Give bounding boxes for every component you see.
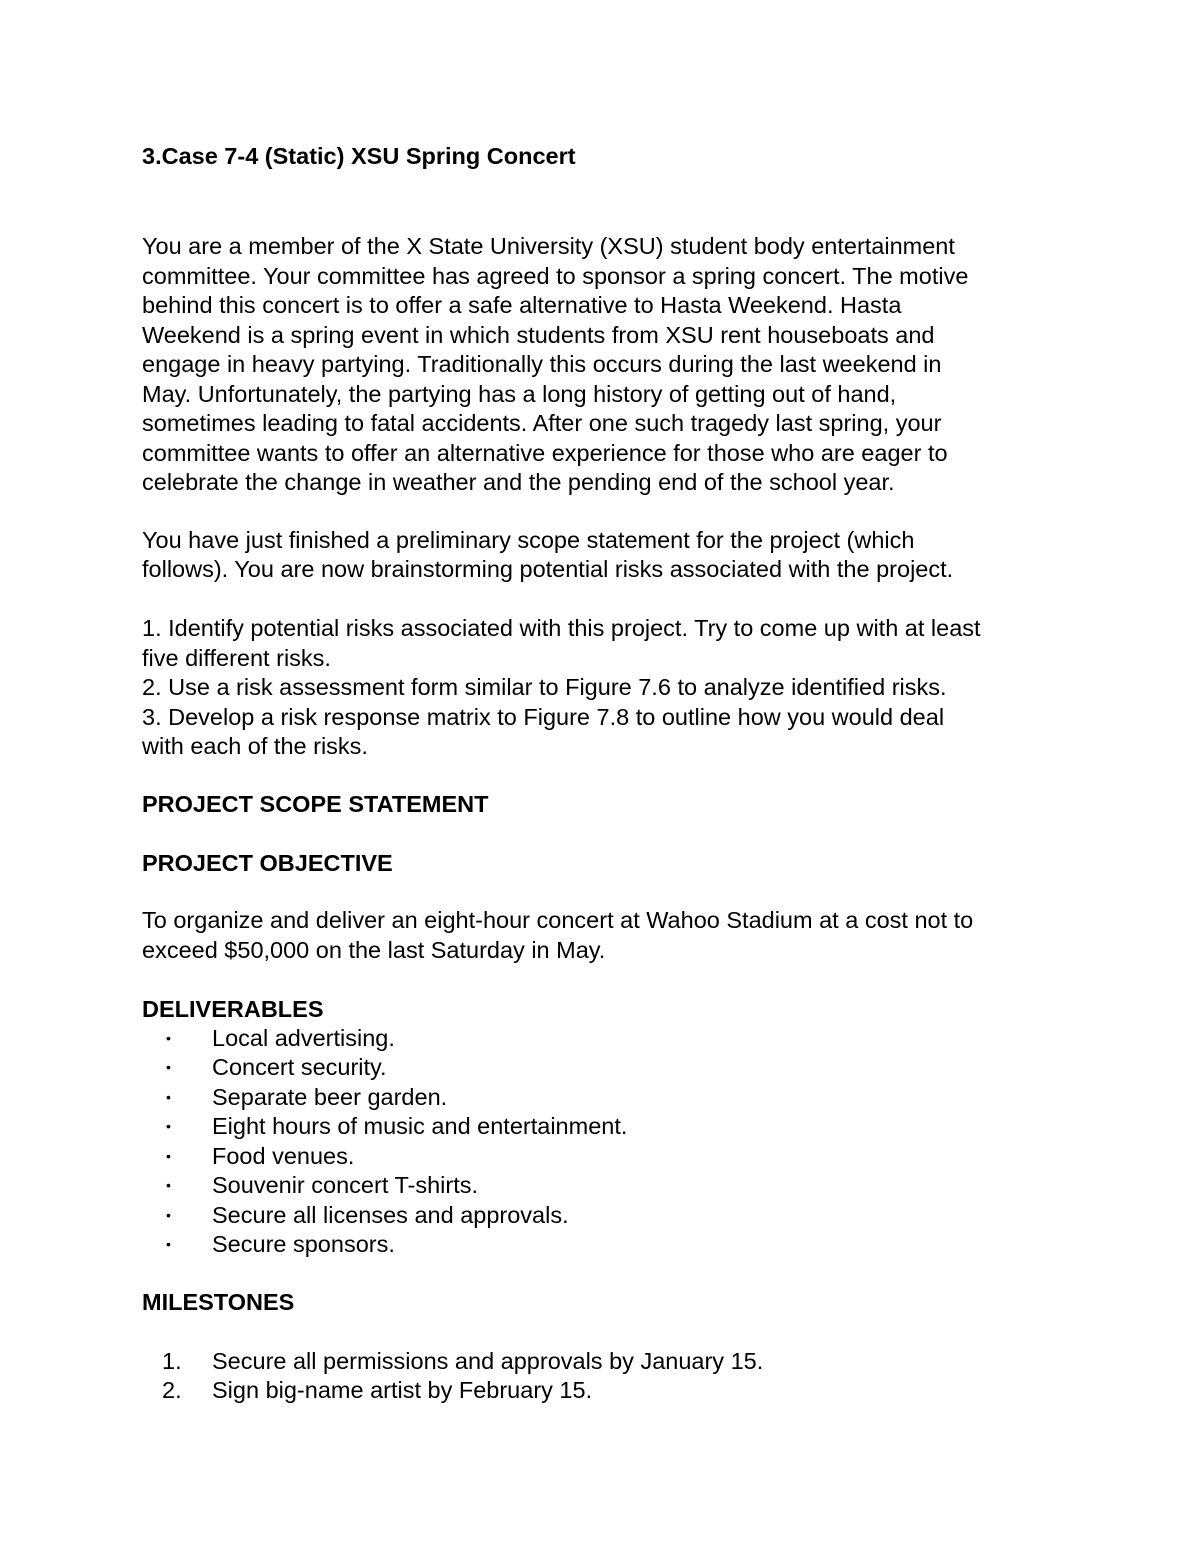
question-line: 1. Identify potential risks associated with this project. Try to come up with at least <box>142 615 981 641</box>
intro-line: Weekend is a spring event in which students from XSU rent houseboats and <box>142 322 935 348</box>
milestones-heading: MILESTONES <box>142 1289 295 1315</box>
brainstorm-line: follows). You are now brainstorming potential risks associated with the project. <box>142 556 954 582</box>
objective-line: To organize and deliver an eight-hour concert at Wahoo Stadium at a cost not to <box>142 907 974 933</box>
bullet-icon: • <box>166 1089 171 1105</box>
intro-line: behind this concert is to offer a safe alternative to Hasta Weekend. Hasta <box>142 292 902 318</box>
objective-line: exceed $50,000 on the last Saturday in May. <box>142 937 606 963</box>
case-title: 3.Case 7-4 (Static) XSU Spring Concert <box>142 143 576 169</box>
question-line: with each of the risks. <box>142 733 368 759</box>
deliverable-text: Concert security. <box>212 1054 387 1080</box>
brainstorm-line: You have just finished a preliminary scope statement for the project (which <box>142 527 915 553</box>
scope-heading: PROJECT SCOPE STATEMENT <box>142 791 489 817</box>
bullet-icon: • <box>166 1118 171 1134</box>
question-line: 2. Use a risk assessment form similar to Figure 7.6 to analyze identified risks. <box>142 674 947 700</box>
bullet-icon: • <box>166 1207 171 1223</box>
deliverable-text: Secure all licenses and approvals. <box>212 1202 569 1228</box>
bullet-icon: • <box>166 1177 171 1193</box>
milestone-number: 1. <box>162 1348 182 1374</box>
bullet-icon: • <box>166 1059 171 1075</box>
bullet-icon: • <box>166 1236 171 1252</box>
bullet-icon: • <box>166 1030 171 1046</box>
milestone-text: Sign big-name artist by February 15. <box>212 1377 593 1403</box>
question-line: 3. Develop a risk response matrix to Figure 7.8 to outline how you would deal <box>142 704 945 730</box>
bullet-icon: • <box>166 1148 171 1164</box>
deliverable-text: Eight hours of music and entertainment. <box>212 1113 628 1139</box>
intro-line: committee. Your committee has agreed to sponsor a spring concert. The motive <box>142 263 969 289</box>
milestone-number: 2. <box>162 1377 182 1403</box>
deliverable-text: Food venues. <box>212 1143 355 1169</box>
milestone-text: Secure all permissions and approvals by January 15. <box>212 1348 764 1374</box>
deliverables-heading: DELIVERABLES <box>142 996 324 1022</box>
objective-heading: PROJECT OBJECTIVE <box>142 850 393 876</box>
intro-line: committee wants to offer an alternative experience for those who are eager to <box>142 440 948 466</box>
intro-line: sometimes leading to fatal accidents. After one such tragedy last spring, your <box>142 410 942 436</box>
intro-line: May. Unfortunately, the partying has a long history of getting out of hand, <box>142 381 897 407</box>
deliverable-text: Souvenir concert T-shirts. <box>212 1172 479 1198</box>
intro-line: engage in heavy partying. Traditionally this occurs during the last weekend in <box>142 351 942 377</box>
deliverable-text: Local advertising. <box>212 1025 395 1051</box>
intro-line: You are a member of the X State University (XSU) student body entertainment <box>142 233 955 259</box>
question-line: five different risks. <box>142 645 331 671</box>
deliverable-text: Secure sponsors. <box>212 1231 395 1257</box>
deliverable-text: Separate beer garden. <box>212 1084 448 1110</box>
intro-line: celebrate the change in weather and the pending end of the school year. <box>142 469 895 495</box>
